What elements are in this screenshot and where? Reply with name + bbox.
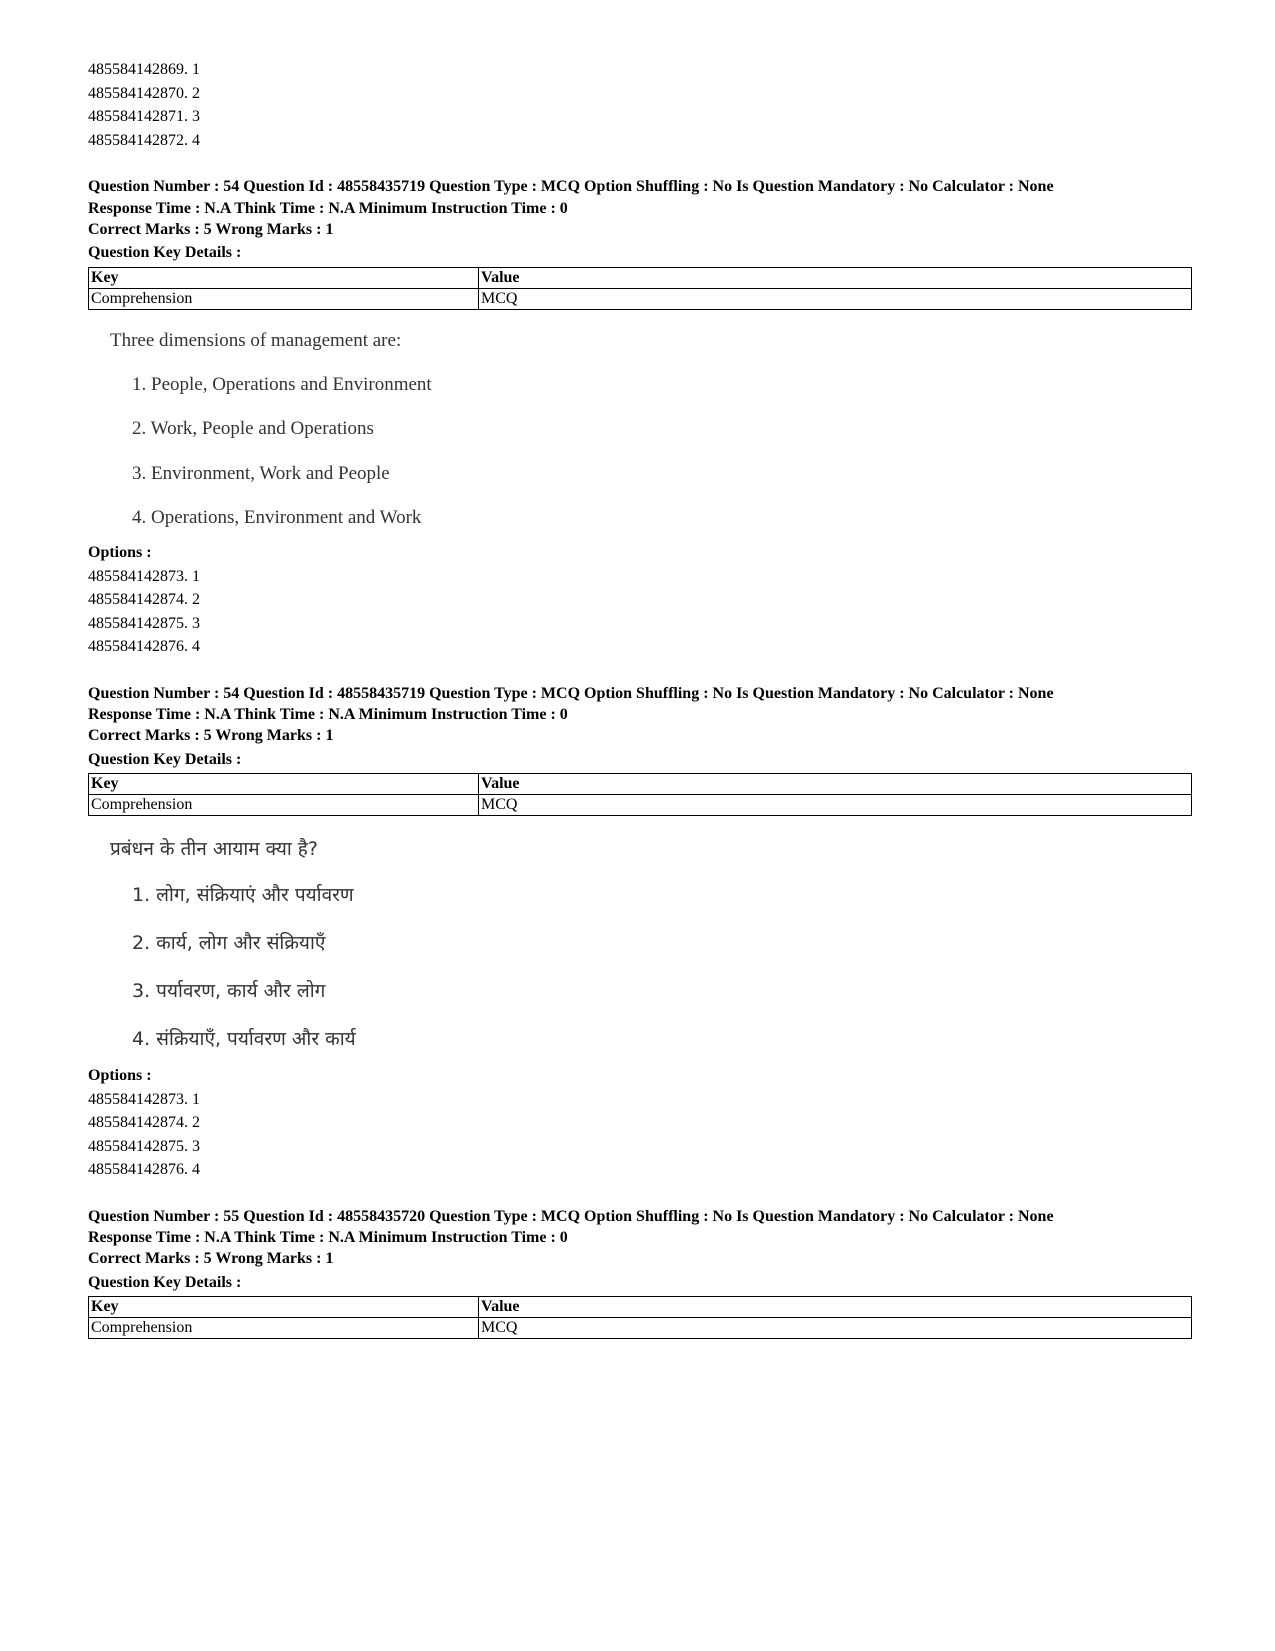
option-id: 485584142873. 1 [88,1090,200,1108]
key-details-label: Question Key Details : [88,244,242,261]
question-timing: Response Time : N.A Think Time : N.A Minimum Instruction Time : 0 [88,199,568,217]
question-timing: Response Time : N.A Think Time : N.A Minimum Instruction Time : 0 [88,1229,568,1246]
key-header: Key [89,774,479,795]
option-id: 485584142876. 4 [88,1161,200,1178]
options-label: Options : [88,544,152,561]
key-details-table [88,267,1192,310]
option-id: 485584142874. 2 [88,1114,200,1131]
question-option: 1. People, Operations and Environment [132,373,432,395]
question-marks: Correct Marks : 5 Wrong Marks : 1 [88,220,334,238]
question-timing: Response Time : N.A Think Time : N.A Minimum Instruction Time : 0 [88,706,568,723]
value-header: Value [479,1297,1192,1318]
option-id: 485584142871. 3 [88,108,200,125]
key-cell: Comprehension [89,1318,479,1339]
question-block-54-hindi [88,682,1192,1182]
value-cell: MCQ [479,288,1192,309]
option-id: 485584142869. 1 [88,61,200,78]
question-marks: Correct Marks : 5 Wrong Marks : 1 [88,1250,334,1267]
question-header: Question Number : 55 Question Id : 48558435720 Question Type : MCQ Option Shuffling : No Is Question Mandatory : No Calculator : None [88,1207,1054,1225]
option-id: 485584142875. 3 [88,614,200,632]
key-details-label: Question Key Details : [88,1273,242,1291]
question-content [110,328,1192,532]
previous-options-list [88,58,1192,152]
document-page [88,58,1192,1339]
key-cell: Comprehension [89,795,479,816]
option-id: 485584142874. 2 [88,591,200,608]
question-option: 2. कार्य, लोग और संक्रियाएँ [132,932,326,954]
question-option: 4. संक्रियाएँ, पर्यावरण और कार्य [132,1028,356,1050]
key-details-label: Question Key Details : [88,750,242,768]
question-option: 1. लोग, संक्रियाएं और पर्यावरण [132,884,354,906]
question-header: Question Number : 54 Question Id : 48558435719 Question Type : MCQ Option Shuffling : No Is Question Mandatory : No Calculator : None [88,684,1054,702]
value-cell: MCQ [479,795,1192,816]
question-content [110,834,1192,1054]
question-block-54-english [88,175,1192,659]
option-id: 485584142873. 1 [88,567,200,585]
question-header: Question Number : 54 Question Id : 48558435719 Question Type : MCQ Option Shuffling : No Is Question Mandatory : No Calculator : None [88,178,1054,195]
key-details-table [88,1296,1192,1339]
option-id: 485584142876. 4 [88,638,200,655]
question-stem: Three dimensions of management are: [110,329,402,351]
option-id: 485584142872. 4 [88,131,200,149]
value-header: Value [479,774,1192,795]
question-option: 4. Operations, Environment and Work [132,507,422,528]
option-id: 485584142875. 3 [88,1137,200,1155]
key-details-table [88,773,1192,816]
question-marks: Correct Marks : 5 Wrong Marks : 1 [88,727,334,744]
options-label: Options : [88,1067,152,1084]
key-cell: Comprehension [89,288,479,309]
key-header: Key [89,1297,479,1318]
question-option: 3. पर्यावरण, कार्य और लोग [132,980,326,1002]
value-header: Value [479,267,1192,288]
question-stem: प्रबंधन के तीन आयाम क्या है? [110,838,318,860]
value-cell: MCQ [479,1318,1192,1339]
question-option: 2. Work, People and Operations [132,418,374,439]
key-header: Key [89,267,479,288]
question-option: 3. Environment, Work and People [132,462,390,484]
question-block-55 [88,1205,1192,1340]
option-id: 485584142870. 2 [88,84,200,102]
